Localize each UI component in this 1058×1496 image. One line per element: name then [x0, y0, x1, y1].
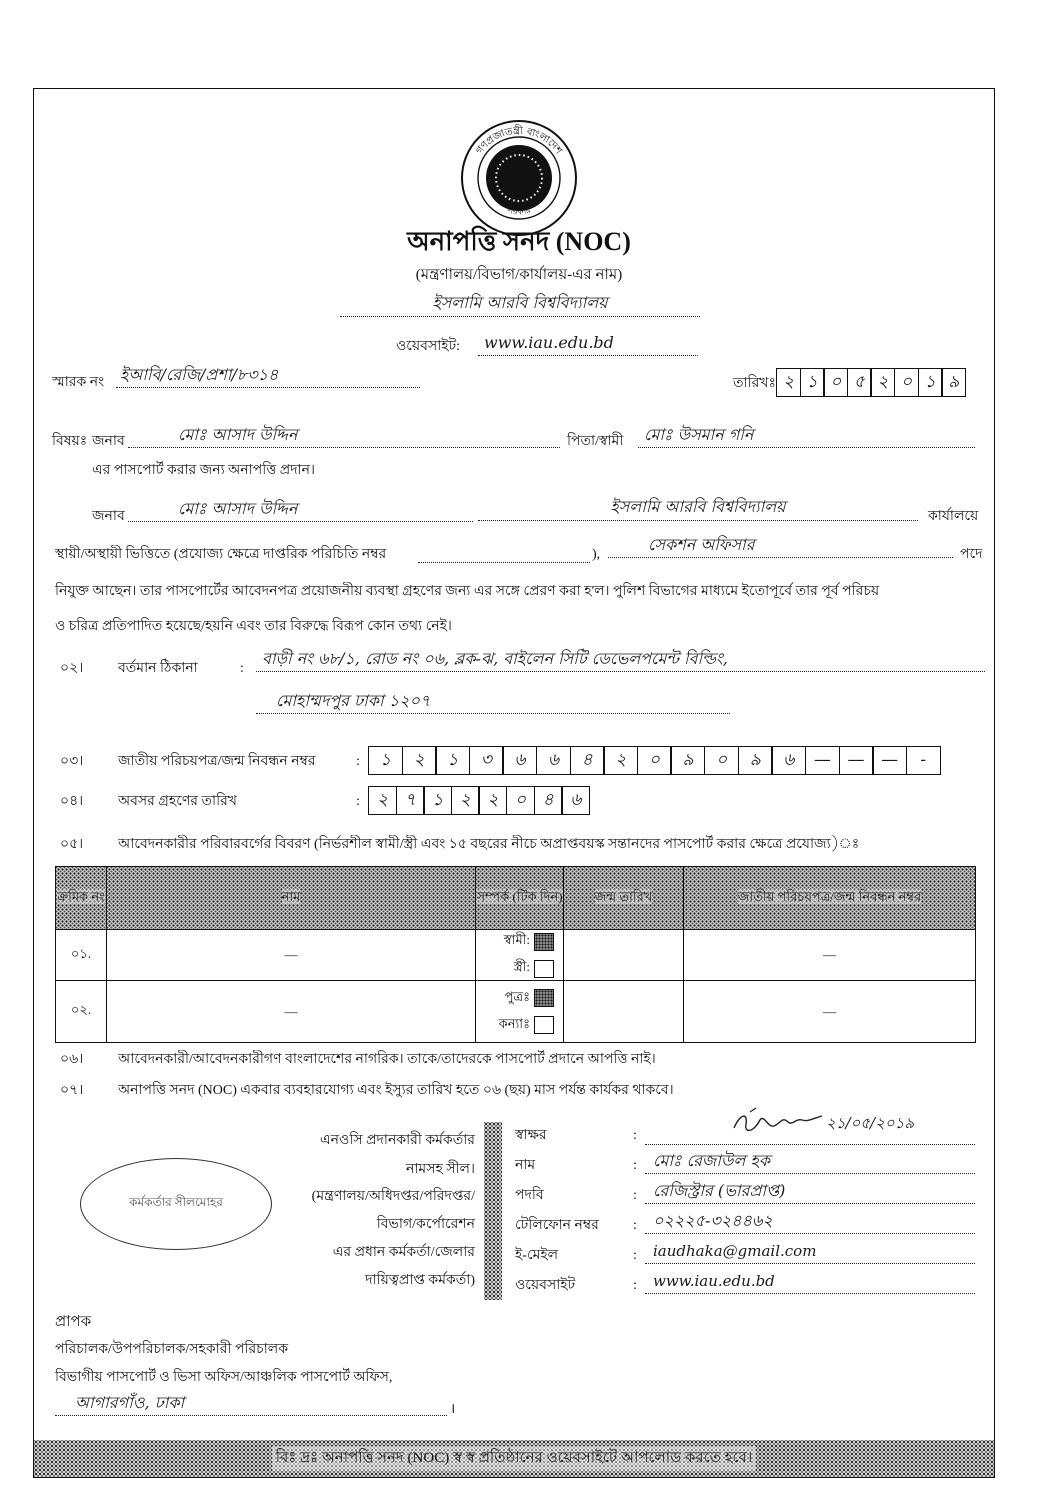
digit-box: ২ [478, 786, 507, 815]
nid-number: ০৩। [60, 754, 84, 769]
date-boxes [776, 368, 965, 397]
digit-box: ১ [435, 746, 470, 775]
telephone-field: ০২২২৫-৩২৪৪৬২ [645, 1210, 975, 1234]
seal-bottom-text: সরকার [506, 205, 533, 218]
declaration-number: ০৬। [60, 1052, 84, 1067]
digit-box: ০ [704, 746, 739, 775]
signature-label: স্বাক্ষর [515, 1128, 547, 1143]
basis-text: স্থায়ী/অস্থায়ী ভিত্তিতে (প্রযোজ্য ক্ষেত্রে দাপ্তরিক পরিচিতি নম্বর [55, 547, 387, 562]
family-number: ০৫। [60, 837, 84, 852]
column-header-birth-date [564, 867, 684, 930]
basis-close: ), [592, 547, 601, 562]
government-seal-icon [459, 118, 579, 238]
row-nid: — [684, 930, 976, 981]
digit-box: ০ [894, 368, 919, 397]
digit-box: ০ [506, 786, 535, 815]
digit-box: ১ [368, 746, 403, 775]
column-header-label: জাতীয় পরিচয়পত্র/জন্ম নিবন্ধন নম্বর [737, 888, 922, 904]
email-field: iaudhaka@gmail.com [645, 1240, 975, 1264]
relation-checkbox [534, 933, 554, 951]
column-header-label: জন্ম তারিখ [594, 888, 653, 904]
father-name-field: মোঃ উসমান গনি [638, 424, 975, 448]
digit-box: ৯ [670, 746, 705, 775]
table-header-row [56, 867, 976, 930]
document-subtitle: (মন্ত্রণালয়/বিভাগ/কার্যালয়-এর নাম) [415, 267, 623, 283]
officer-designation-field: রেজিস্ট্রার (ভারপ্রাপ্ত) [645, 1180, 975, 1204]
father-label: পিতা/স্বামী [567, 434, 624, 449]
date-label: তারিখঃ [733, 376, 776, 391]
relation-checkbox [534, 1016, 554, 1034]
digit-box: ৩ [469, 746, 504, 775]
digit-box: ৯ [738, 746, 773, 775]
row-name: — [107, 981, 476, 1043]
row-relation [476, 930, 564, 981]
digit-box: — [805, 746, 840, 775]
vertical-bracket-bar [484, 1122, 502, 1300]
column-header-serial [56, 867, 107, 930]
memo-number-field: ইআবি/রেজি/প্রশা/৮৩১৪ [116, 364, 420, 388]
field-sep: : [633, 1158, 637, 1173]
digit-box: ১ [423, 786, 452, 815]
digit-box: ২ [451, 786, 480, 815]
digit-box: ২ [368, 786, 397, 815]
designation-field: সেকশন অফিসার [608, 534, 953, 558]
officer-label-line: দায়িত্বপ্রাপ্ত কর্মকর্তা) [365, 1273, 475, 1288]
seal-stamp-text: কর্মকর্তার সীলমোহর [129, 1195, 223, 1209]
row-serial: ০২. [56, 981, 107, 1043]
family-table [55, 866, 976, 1043]
telephone-label: টেলিফোন নম্বর [515, 1218, 599, 1233]
nid-boxes [368, 746, 939, 775]
officer-name-field: মোঃ রেজাউল হক [645, 1150, 975, 1174]
website-label: ওয়েবসাইট: [396, 339, 461, 354]
relation-label: স্বামী: [503, 932, 530, 947]
nid-label: জাতীয় পরিচয়পত্র/জন্ম নিবন্ধন নম্বর [118, 754, 316, 769]
footer-note-bar [34, 1440, 994, 1477]
digit-box: ১ [918, 368, 943, 397]
nid-sep: : [356, 754, 360, 769]
column-header-label: নাম [281, 888, 301, 904]
officer-label-line: এনওসি প্রদানকারী কর্মকর্তার [320, 1133, 475, 1148]
retirement-date-boxes [368, 786, 589, 815]
row-name: — [107, 930, 476, 981]
declaration-text: আবেদনকারী/আবেদনকারীগণ বাংলাদেশের নাগরিক। তাকে/তাদেরকে পাসপোর্ট প্রদানে আপত্তি নাই। [118, 1052, 656, 1067]
field-sep: : [633, 1278, 637, 1293]
relation-option [514, 958, 554, 979]
column-header-label: ক্রমিক নং [57, 888, 105, 904]
body-line-3: নিযুক্ত আছেন। তার পাসপোর্টের আবেদনপত্র প্রয়োজনীয় ব্যবস্থা গ্রহণের জন্য এর সঙ্গে প্রেরণ করা হ'ল। পুলিশ বিভাগের মাধ্যমে ইতোপূর্বে তার পূর্ব পরিচয় [55, 584, 880, 599]
row-nid: — [684, 981, 976, 1043]
digit-box: ৬ [536, 746, 571, 775]
field-sep: : [633, 1188, 637, 1203]
relation-option [499, 1015, 554, 1036]
applicant-name-field: মোঃ আসাদ উদ্দিন [128, 424, 560, 448]
digit-box: ৬ [502, 746, 537, 775]
designation-suffix: পদে [960, 547, 983, 562]
digit-box: ৪ [570, 746, 605, 775]
digit-box: ৬ [561, 786, 590, 815]
footer-note: বিঃ দ্রঃ অনাপত্তি সনদ (NOC) স্ব স্ব প্রতিষ্ঠানের ওয়েবসাইটে আপলোড করতে হবে। [272, 1446, 757, 1471]
digit-box: ২ [776, 368, 801, 397]
officer-website-label: ওয়েবসাইট [515, 1278, 576, 1293]
digit-box: ২ [603, 746, 638, 775]
digit-box: ২ [402, 746, 437, 775]
digit-box: ০ [823, 368, 848, 397]
officer-label-line: এর প্রধান কর্মকর্তা/জেলার [332, 1245, 475, 1260]
field-sep: : [633, 1248, 637, 1263]
digit-box: ১ [800, 368, 825, 397]
relation-checkbox [534, 960, 554, 978]
row-relation [476, 981, 564, 1043]
relation-option [505, 988, 554, 1009]
digit-box: ২ [870, 368, 895, 397]
digit-box: — [839, 746, 874, 775]
address-label: বর্তমান ঠিকানা [118, 661, 198, 676]
digit-box: ০ [637, 746, 672, 775]
subject-purpose: এর পাসপোর্ট করার জন্য অনাপত্তি প্রদান। [92, 463, 315, 478]
relation-label: পুত্রঃ [504, 988, 530, 1004]
address-sep: : [240, 661, 244, 676]
family-intro: আবেদনকারীর পরিবারবর্গের বিবরণ (নির্ভরশীল স্বামী/স্ত্রী এবং ১৫ বছরের নীচে অপ্রাপ্তবয়স্ক সন্তানদের পাসপোর্ট করার ক্ষেত্রে প্রযোজ্য)ঃ [118, 837, 860, 852]
digit-box: - [906, 746, 941, 775]
body-name-field: মোঃ আসাদ উদ্দিন [128, 498, 473, 522]
officer-label-line: নামসহ সীল। [406, 1162, 475, 1177]
relation-label: কন্যাঃ [498, 1015, 530, 1031]
designation-label: পদবি [515, 1188, 544, 1203]
digit-box: ৫ [847, 368, 872, 397]
name-label: নাম [515, 1158, 536, 1173]
website-field: www.iau.edu.bd [478, 332, 698, 356]
memo-label: স্মারক নং [52, 375, 105, 390]
digit-box: ৬ [771, 746, 806, 775]
address-line-2: মোহাম্মদপুর ঢাকা ১২০৭ [256, 690, 730, 714]
declaration-number: ০৭। [60, 1083, 84, 1098]
official-id-field [418, 538, 590, 563]
office-suffix: কার্যালয়ে [928, 509, 979, 524]
column-header-nid [684, 867, 976, 930]
address-number: ০২। [60, 661, 84, 676]
signature-scribble-icon [730, 1106, 825, 1140]
table-row [56, 930, 976, 981]
digit-box: — [872, 746, 907, 775]
subject-label: বিষয়ঃ [52, 434, 88, 449]
digit-box: ৪ [534, 786, 563, 815]
row-serial: ০১. [56, 930, 107, 981]
address-line-1: বাড়ী নং ৬৮/১, রোড নং ০৬, ব্লক-ঝ, বাইলেন সিটি ডেভেলপমেন্ট বিল্ডিং, [256, 648, 985, 672]
document-title: অনাপত্তি সনদ (NOC) [407, 227, 631, 256]
officer-label-line: (মন্ত্রণালয়/অধিদপ্তর/পরিদপ্তর/ [311, 1189, 475, 1204]
recipient-end: । [450, 1402, 456, 1417]
office-name-field: ইসলামি আরবি বিশ্ববিদ্যালয় [340, 292, 700, 317]
table-row [56, 981, 976, 1043]
relation-option [504, 931, 554, 952]
signature-date: ২১/০৫/২০১৯ [826, 1114, 915, 1132]
retirement-number: ০৪। [60, 794, 84, 809]
body-mr-label: জনাব [92, 509, 125, 524]
column-header-label: সম্পর্ক (টিক দিন) [476, 888, 563, 904]
retirement-label: অবসর গ্রহণের তারিখ [118, 794, 237, 809]
body-office-field: ইসলামি আরবি বিশ্ববিদ্যালয় [478, 496, 918, 521]
subject-mr-label: জনাব [92, 434, 125, 449]
recipient-line-1: পরিচালক/উপপরিচালক/সহকারী পরিচালক [55, 1342, 289, 1357]
recipient-line-2: বিভাগীয় পাসপোর্ট ও ভিসা অফিস/আঞ্চলিক পাসপোর্ট অফিস, [55, 1370, 393, 1385]
declaration-text: অনাপত্তি সনদ (NOC) একবার ব্যবহারযোগ্য এবং ইস্যুর তারিখ হতে ০৬ (ছয়) মাস পর্যন্ত কার্যকর থাকবে। [118, 1083, 674, 1098]
field-sep: : [633, 1128, 637, 1143]
digit-box: ৯ [941, 368, 966, 397]
retirement-sep: : [356, 794, 360, 809]
column-header-relation [476, 867, 564, 930]
field-sep: : [633, 1218, 637, 1233]
relation-checkbox [534, 989, 554, 1007]
relation-label: স্ত্রী: [513, 959, 530, 974]
seal-ring-text: গণপ্রজাতন্ত্রী বাংলাদেশ [474, 125, 564, 157]
body-line-4: ও চরিত্র প্রতিপাদিত হয়েছে/হয়নি এবং তার বিরুদ্ধে বিরূপ কোন তথ্য নেই। [55, 619, 452, 634]
officer-website-field: www.iau.edu.bd [645, 1270, 975, 1294]
officer-seal-stamp [80, 1158, 272, 1250]
recipient-location-field: আগারগাঁও, ঢাকা [55, 1392, 447, 1416]
email-label: ই-মেইল [515, 1248, 559, 1263]
row-birth-date [564, 981, 684, 1043]
officer-label-line: বিভাগ/কর্পোরেশন [376, 1217, 475, 1232]
row-birth-date [564, 930, 684, 981]
column-header-name [107, 867, 476, 930]
recipient-label: প্রাপক [55, 1314, 92, 1330]
digit-box: ৭ [396, 786, 425, 815]
